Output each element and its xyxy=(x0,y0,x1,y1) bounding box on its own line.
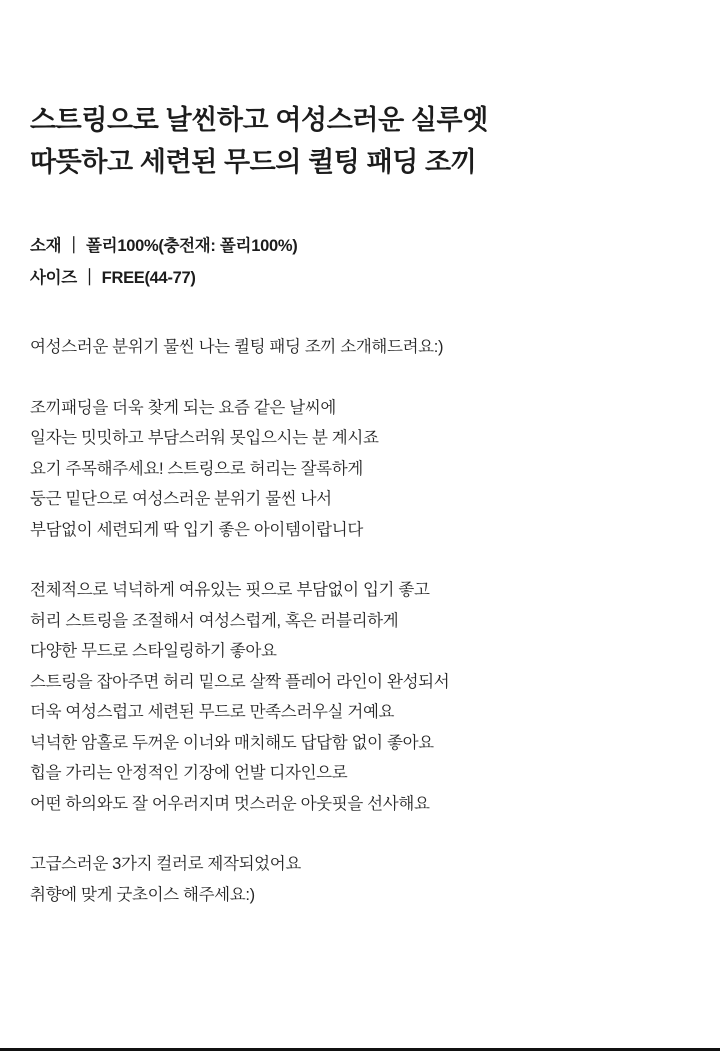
description-line: 요기 주목해주세요! 스트링으로 허리는 잘록하게 xyxy=(30,459,363,478)
description-line: 일자는 밋밋하고 부담스러워 못입으시는 분 계시죠 xyxy=(30,429,379,448)
description-body xyxy=(30,332,690,910)
description-line: 여성스러운 분위기 물씬 나는 퀼팅 패딩 조끼 소개해드려요:) xyxy=(30,338,444,357)
page-title-line-2: 따뜻하고 세련된 무드의 퀼팅 패딩 조끼 xyxy=(30,146,477,177)
product-spec-block xyxy=(30,230,690,294)
description-paragraph-intro xyxy=(30,332,690,363)
description-paragraph-1 xyxy=(30,393,690,546)
description-line: 더욱 여성스럽고 세련된 무드로 만족스러우실 거예요 xyxy=(30,703,395,722)
description-line: 허리 스트링을 조절해서 여성스럽게, 혹은 러블리하게 xyxy=(30,611,399,630)
description-line: 넉넉한 암홀로 두꺼운 이너와 매치해도 답답함 없이 좋아요 xyxy=(30,733,434,752)
description-line: 전체적으로 넉넉하게 여유있는 핏으로 부담없이 입기 좋고 xyxy=(30,581,430,600)
description-line: 조끼패딩을 더욱 찾게 되는 요즘 같은 날씨에 xyxy=(30,398,337,417)
description-line: 힙을 가리는 안정적인 기장에 언발 디자인으로 xyxy=(30,764,348,783)
page-title-line-1: 스트링으로 날씬하고 여성스러운 실루엣 xyxy=(30,105,488,135)
description-line: 어떤 하의와도 잘 어우러지며 멋스러운 아웃핏을 선사해요 xyxy=(30,794,430,813)
description-line: 다양한 무드로 스타일링하기 좋아요 xyxy=(30,642,277,661)
description-line: 스트링을 잡아주면 허리 밑으로 살짝 플레어 라인이 완성되서 xyxy=(30,672,450,691)
spec-material: 소재 ｜ 폴리100%(충전재: 폴리100%) xyxy=(30,236,298,255)
spec-size: 사이즈 ｜ FREE(44-77) xyxy=(30,268,196,287)
description-line: 고급스러운 3가지 컬러로 제작되었어요 xyxy=(30,855,301,874)
description-paragraph-3 xyxy=(30,849,690,910)
page-title xyxy=(30,100,690,184)
description-line: 둥근 밑단으로 여성스러운 분위기 물씬 나서 xyxy=(30,490,332,509)
description-line: 부담없이 세련되게 딱 입기 좋은 아이템이랍니다 xyxy=(30,520,363,539)
description-line: 취향에 맞게 굿초이스 해주세요:) xyxy=(30,885,255,904)
description-paragraph-2 xyxy=(30,575,690,819)
